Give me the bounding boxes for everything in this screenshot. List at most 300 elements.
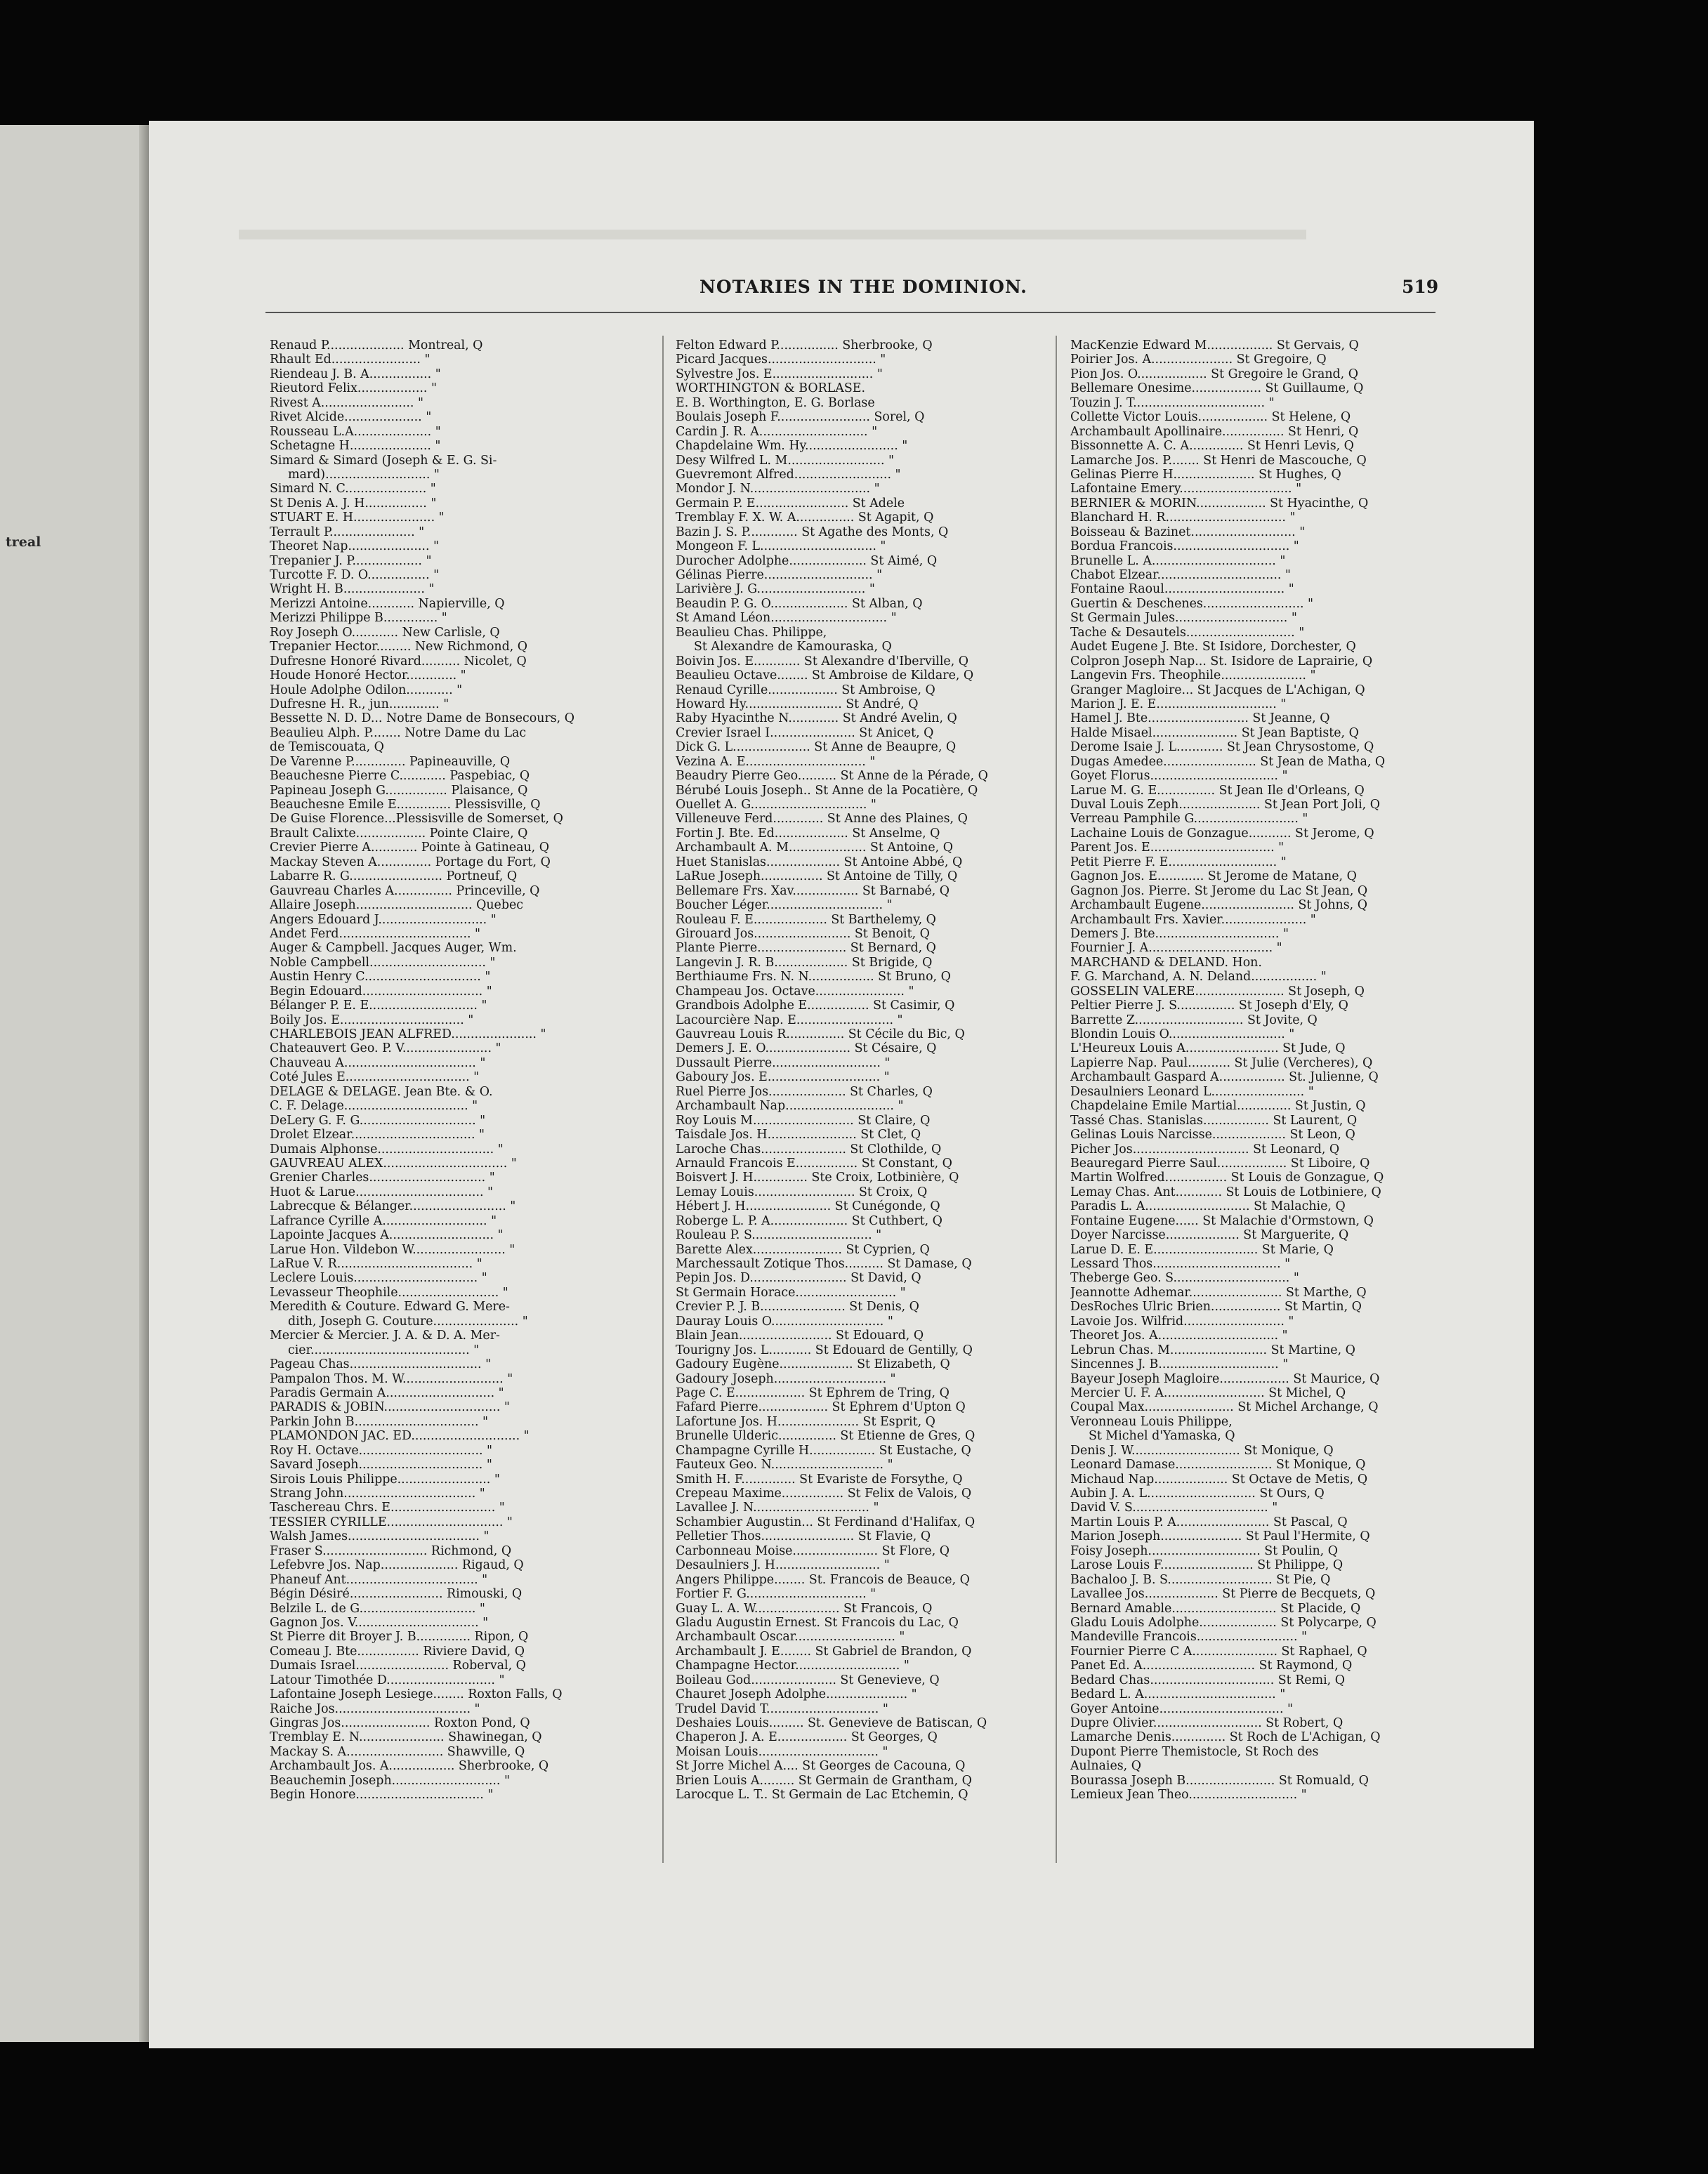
- notary-entry: LaRue Joseph................ St Antoine de Tilly, Q: [676, 869, 958, 884]
- notary-entry: Champeau Jos. Octave....................... ": [676, 984, 914, 999]
- notary-entry: Beauchemin Joseph............................ ": [270, 1773, 510, 1788]
- notary-entry: Lafontaine Emery............................. ": [1070, 482, 1302, 496]
- notary-entry: Gaboury Jos. E............................. ": [676, 1070, 890, 1085]
- notary-entry: E. B. Worthington, E. G. Borlase: [676, 395, 875, 410]
- notary-entry: Boisvert J. H.............. Ste Croix, Lotbinière, Q: [676, 1171, 959, 1185]
- notary-entry: Guevremont Alfred......................... ": [676, 467, 901, 482]
- notary-entry: Demers J. Bte................................ ": [1070, 926, 1289, 941]
- notary-entry: Theoret Nap..................... ": [270, 539, 440, 554]
- notary-entry: Bernard Amable........................... St Placide, Q: [1070, 1601, 1361, 1616]
- notary-entry: Pageau Chas.................................. ": [270, 1357, 492, 1372]
- notary-entry: Pepin Jos. D......................... St David, Q: [676, 1271, 921, 1286]
- notary-entry: Leclere Louis................................ ": [270, 1271, 487, 1286]
- notary-entry: Boileau God...................... St Genevieve, Q: [676, 1673, 940, 1687]
- notary-entry: Bélanger P. E. E............................ ": [270, 999, 487, 1013]
- notary-entry: Raiche Jos................................... ": [270, 1701, 480, 1716]
- notary-entry: Lachaine Louis de Gonzague........... St Jerome, Q: [1070, 826, 1374, 841]
- notary-entry: Larue Hon. Vildebon W........................ ": [270, 1242, 515, 1257]
- notary-entry: Huot & Larue................................. ": [270, 1185, 494, 1199]
- notary-entry: Angers Edouard J............................ ": [270, 912, 497, 927]
- notary-entry: Audet Eugene J. Bte. St Isidore, Dorchester, Q: [1070, 640, 1356, 654]
- notary-entry: Champagne Hector........................... ": [676, 1659, 909, 1673]
- notary-entry: Paradis Germain A............................ ": [270, 1385, 504, 1400]
- notary-entry: Taschereau Chrs. E........................... ": [270, 1501, 505, 1515]
- notary-entry: Auger & Campbell. Jacques Auger, Wm.: [270, 941, 517, 956]
- notary-entry: GOSSELIN VALERE....................... St Joseph, Q: [1070, 984, 1365, 999]
- notary-entry: Howard Hy......................... St André, Q: [676, 697, 919, 711]
- notary-entry: Lafortune Jos. H..................... St Esprit, Q: [676, 1414, 935, 1429]
- notary-entry: Archambault Gaspard A................. St. Julienne, Q: [1070, 1070, 1379, 1085]
- notary-entry: Rieutord Felix.................. ": [270, 381, 437, 396]
- notary-entry: Tassé Chas. Stanislas................. St Laurent, Q: [1070, 1113, 1358, 1128]
- notary-entry: Dupre Olivier............................ St Robert, Q: [1070, 1716, 1344, 1730]
- notary-entry: Terrault P...................... ": [270, 525, 425, 539]
- notary-entry: Blain Jean........................ St Edouard, Q: [676, 1329, 924, 1343]
- notary-entry: Roy Joseph O............ New Carlisle, Q: [270, 625, 500, 640]
- notary-entry: Vezina A. E............................... ": [676, 754, 876, 769]
- notary-entry: Dussault Pierre............................ ": [676, 1055, 891, 1070]
- notary-entry: Fortier F. G............................... ": [676, 1587, 876, 1602]
- notary-entry: Bellemare Onesime.................. St Guillaume, Q: [1070, 381, 1364, 396]
- notary-entry: Ruel Pierre Jos.................... St Charles, Q: [676, 1084, 933, 1099]
- notary-entry: Merizzi Antoine............ Napierville, Q: [270, 596, 505, 611]
- notary-entry: Wright H. B..................... ": [270, 582, 435, 597]
- notary-entry: Tremblay E. N...................... Shawinegan, Q: [270, 1730, 542, 1745]
- notary-entry: Lafontaine Joseph Lesiege........ Roxton Falls, Q: [270, 1687, 563, 1702]
- notary-entry: Archambault Oscar.......................... ": [676, 1630, 905, 1645]
- notary-entry: STUART E. H..................... ": [270, 510, 445, 525]
- notary-entry: Rivet Alcide.................... ": [270, 410, 432, 425]
- notary-entry: Coupal Max....................... St Michel Archange, Q: [1070, 1400, 1379, 1415]
- notary-entry: Chapdelaine Emile Martial.............. St Justin, Q: [1070, 1099, 1366, 1114]
- notary-entry: Gladu Augustin Ernest. St Francois du Lac, Q: [676, 1615, 959, 1630]
- notary-entry: Page C. E.................. St Ephrem de Tring, Q: [676, 1385, 950, 1400]
- notary-entry: DELAGE & DELAGE. Jean Bte. & O.: [270, 1084, 493, 1099]
- notary-entry: PLAMONDON JAC. ED............................ ": [270, 1429, 530, 1444]
- notary-entry: Marchessault Zotique Thos.......... St Damase, Q: [676, 1257, 972, 1271]
- notary-entry: Fournier J. A................................ ": [1070, 941, 1282, 956]
- notary-entry: Larue M. G. E............... St Jean Ile d'Orleans, Q: [1070, 783, 1365, 798]
- notary-entry: Martin Louis P. A........................ St Pascal, Q: [1070, 1515, 1348, 1529]
- notary-entry: L'Heureux Louis A........................ St Jude, Q: [1070, 1041, 1346, 1056]
- notary-entry: Gagnon Jos. V................................ ": [270, 1615, 489, 1630]
- notary-entry: Laroche Chas...................... St Clothilde, Q: [676, 1142, 942, 1157]
- notary-entry: Bayeur Joseph Magloire.................. St Maurice, Q: [1070, 1371, 1380, 1386]
- notary-entry: Derome Isaie J. L............ St Jean Chrysostome, Q: [1070, 740, 1374, 755]
- notary-entry: Lapierre Nap. Paul........... St Julie (Vercheres), Q: [1070, 1055, 1373, 1070]
- notary-entry: Mercier U. F. A.......................... St Michel, Q: [1070, 1385, 1346, 1400]
- notary-entry: St Germain Jules............................. ": [1070, 611, 1297, 626]
- notary-entry: David V. S................................... ": [1070, 1501, 1278, 1515]
- notary-entry: Deshaies Louis......... St. Genevieve de Batiscan, Q: [676, 1716, 987, 1730]
- notary-entry: Labarre R. G........................ Portneuf, Q: [270, 869, 518, 884]
- notary-entry: Gagnon Jos. Pierre. St Jerome du Lac St Jean, Q: [1070, 883, 1368, 898]
- notary-entry: Mondor J. N............................... ": [676, 482, 880, 496]
- notary-entry: Simard & Simard (Joseph & E. G. Si-: [270, 453, 497, 468]
- notary-entry: Raby Hyacinthe N............. St André Avelin, Q: [676, 711, 957, 726]
- page-title: NOTARIES IN THE DOMINION.: [699, 277, 1027, 297]
- notary-entry: C. F. Delage................................ ": [270, 1099, 478, 1114]
- notary-entry: Langevin Frs. Theophile...................... ": [1070, 668, 1316, 683]
- notary-entry: Begin Edouard............................... ": [270, 984, 492, 999]
- notary-entry: DesRoches Ulric Brien.................. St Martin, Q: [1070, 1300, 1362, 1315]
- notary-entry: Grandbois Adolphe E................ St Casimir, Q: [676, 999, 955, 1013]
- notary-entry: Gadoury Eugène................... St Elizabeth, Q: [676, 1357, 950, 1372]
- header-rule: [265, 312, 1436, 313]
- notary-entry: St Amand Léon.............................. ": [676, 611, 897, 626]
- notary-entry: Larocque L. T.. St Germain de Lac Etchemin, Q: [676, 1788, 968, 1803]
- notary-entry: Beaudin P. G. O.................... St Alban, Q: [676, 596, 923, 611]
- notary-entry: Renaud Cyrille.................. St Ambroise, Q: [676, 683, 935, 697]
- notary-entry: Guay L. A. W...................... St Francois, Q: [676, 1601, 933, 1616]
- notary-entry: Peltier Pierre J. S............... St Joseph d'Ely, Q: [1070, 999, 1348, 1013]
- listing-column-2: [676, 338, 1055, 1876]
- notary-entry: Papineau Joseph G................ Plaisance, Q: [270, 783, 528, 798]
- notary-entry: Bedard Chas................................ St Remi, Q: [1070, 1673, 1345, 1687]
- scan-top-strip: [239, 230, 1306, 239]
- notary-entry: TESSIER CYRILLE.............................. ": [270, 1515, 513, 1529]
- notary-entry: Lamarche Jos. P........ St Henri de Mascouche, Q: [1070, 453, 1367, 468]
- notary-entry: Beaulieu Octave........ St Ambroise de Kildare, Q: [676, 668, 974, 683]
- notary-entry: Plante Pierre....................... St Bernard, Q: [676, 941, 936, 956]
- notary-entry: Boulais Joseph F........................ Sorel, Q: [676, 410, 925, 425]
- notary-entry: Turcotte F. D. O................ ": [270, 568, 440, 582]
- notary-entry: Taisdale Jos. H....................... St Clet, Q: [676, 1128, 921, 1142]
- notary-entry: Renaud P.................... Montreal, Q: [270, 338, 483, 353]
- notary-entry: Panet Ed. A............................. St Raymond, Q: [1070, 1659, 1353, 1673]
- notary-entry: Dugas Amedee........................ St Jean de Matha, Q: [1070, 754, 1386, 769]
- notary-entry: Denis J. W............................ St Monique, Q: [1070, 1443, 1334, 1458]
- notary-entry: Simard N. C..................... ": [270, 482, 436, 496]
- notary-entry: Chauret Joseph Adolphe..................... ": [676, 1687, 917, 1702]
- notary-entry: Archambault Apollinaire................ St Henri, Q: [1070, 424, 1359, 439]
- notary-entry: Hamel J. Bte.......................... St Jeanne, Q: [1070, 711, 1330, 726]
- facing-page-fragment: treal: [6, 534, 41, 550]
- notary-entry: Allaire Joseph.............................. Quebec: [270, 898, 524, 913]
- notary-entry: Picard Jacques............................ ": [676, 353, 886, 367]
- notary-entry: Archambault J. E........ St Gabriel de Brandon, Q: [676, 1644, 972, 1659]
- notary-entry: Pampalon Thos. M. W.......................... ": [270, 1371, 513, 1386]
- notary-entry: Archambault Jos. A................. Sherbrooke, Q: [270, 1759, 549, 1774]
- notary-entry: Duval Louis Zeph..................... St Jean Port Joli, Q: [1070, 798, 1380, 812]
- notary-entry: St Denis A. J. H................ ": [270, 496, 437, 510]
- notary-entry: Halde Misael...................... St Jean Baptiste, Q: [1070, 725, 1359, 740]
- notary-entry: Fauteux Geo. N............................. ": [676, 1458, 893, 1473]
- notary-entry: Paradis L. A........................... St Malachie, Q: [1070, 1199, 1346, 1214]
- notary-entry: Dick G. L.................... St Anne de Beaupre, Q: [676, 740, 957, 755]
- notary-entry: WORTHINGTON & BORLASE.: [676, 381, 865, 396]
- notary-entry: Dauray Louis O............................. ": [676, 1314, 893, 1329]
- notary-entry: Begin Honore................................. ": [270, 1788, 494, 1803]
- notary-entry: Boucher Léger.............................. ": [676, 898, 893, 913]
- notary-entry: St Jorre Michel A.... St Georges de Cacouna, Q: [676, 1759, 966, 1774]
- facing-page-edge: [0, 125, 149, 2042]
- notary-entry: St Alexandre de Kamouraska, Q: [694, 640, 892, 654]
- notary-entry: Lefebvre Jos. Nap.................... Rigaud, Q: [270, 1558, 524, 1573]
- notary-entry: Marion J. E. E............................... ": [1070, 697, 1287, 711]
- notary-entry: Schetagne H..................... ": [270, 439, 441, 454]
- notary-entry: Mercier & Mercier. J. A. & D. A. Mer-: [270, 1329, 500, 1343]
- notary-entry: Mackay S. A......................... Shawville, Q: [270, 1744, 525, 1759]
- notary-entry: Poirier Jos. A..................... St Gregoire, Q: [1070, 353, 1327, 367]
- notary-entry: Moisan Louis............................... ": [676, 1744, 888, 1759]
- notary-entry: Bégin Désiré........................ Rimouski, Q: [270, 1587, 523, 1602]
- notary-entry: Aulnaies, Q: [1070, 1759, 1141, 1774]
- notary-entry: MARCHAND & DELAND. Hon.: [1070, 955, 1262, 970]
- notary-entry: Chapdelaine Wm. Hy........................ ": [676, 439, 908, 454]
- notary-entry: Roy H. Octave................................ ": [270, 1443, 493, 1458]
- notary-entry: Bessette N. D. D... Notre Dame de Bonsecours, Q: [270, 711, 574, 726]
- notary-entry: Houde Honoré Hector............. ": [270, 668, 466, 683]
- notary-entry: Lapointe Jacques A........................... ": [270, 1228, 504, 1243]
- notary-entry: Durocher Adolphe.................... St Aimé, Q: [676, 553, 938, 568]
- notary-entry: Beaulieu Alph. P........ Notre Dame du Lac: [270, 725, 527, 740]
- notary-entry: Demers J. E. O...................... St Césaire, Q: [676, 1041, 937, 1056]
- notary-entry: Boisseau & Bazinet........................... ": [1070, 525, 1306, 539]
- notary-entry: Boily Jos. E................................ ": [270, 1013, 474, 1027]
- notary-entry: Blondin Louis O.............................. ": [1070, 1027, 1295, 1041]
- notary-entry: Larivière J. G............................ ": [676, 582, 875, 597]
- notary-entry: Houle Adolphe Odilon............ ": [270, 683, 463, 697]
- notary-entry: Rouleau P. S............................... ": [676, 1228, 882, 1243]
- notary-entry: Carbonneau Moise...................... St Flore, Q: [676, 1543, 950, 1558]
- notary-entry: Bérubé Louis Joseph.. St Anne de la Pocatière, Q: [676, 783, 978, 798]
- notary-entry: Touzin J. T.................................. ": [1070, 395, 1275, 410]
- notary-entry: De Varenne P.............. Papineauville, Q: [270, 754, 511, 769]
- notary-entry: dith, Joseph G. Couture...................... ": [288, 1314, 528, 1329]
- notary-entry: Lavoie Jos. Wilfrid.......................... ": [1070, 1314, 1294, 1329]
- notary-entry: F. G. Marchand, A. N. Deland................. ": [1070, 970, 1327, 984]
- notary-entry: Larose Louis F........................ St Philippe, Q: [1070, 1558, 1344, 1573]
- notary-entry: Gauvreau Louis R............... St Cécile du Bic, Q: [676, 1027, 965, 1041]
- notary-entry: Beauchesne Emile E.............. Plessisville, Q: [270, 798, 541, 812]
- notary-entry: Angers Philippe........ St. Francois de Beauce, Q: [676, 1572, 970, 1587]
- notary-entry: Latour Timothée D............................ ": [270, 1673, 505, 1687]
- notary-entry: Phaneuf Ant.................................. ": [270, 1572, 488, 1587]
- notary-entry: Jeannotte Adhemar........................ St Marthe, Q: [1070, 1285, 1367, 1300]
- notary-entry: Beaulieu Chas. Philippe,: [676, 625, 827, 640]
- notary-entry: Boivin Jos. E............ St Alexandre d'Iberville, Q: [676, 654, 969, 668]
- notary-entry: Fortin J. Bte. Ed................... St Anselme, Q: [676, 826, 940, 841]
- notary-entry: Sylvestre Jos. E.......................... ": [676, 367, 883, 381]
- notary-entry: Lemieux Jean Theo............................ ": [1070, 1788, 1307, 1803]
- notary-entry: Beaudry Pierre Geo.......... St Anne de la Pérade, Q: [676, 769, 988, 784]
- notary-entry: Lavallee J. N.............................. ": [676, 1501, 879, 1515]
- notary-entry: Dufresne H. R., jun............. ": [270, 697, 449, 711]
- notary-entry: Gadoury Joseph............................. ": [676, 1371, 896, 1386]
- notary-entry: Villeneuve Ferd............. St Anne des Plaines, Q: [676, 812, 968, 826]
- notary-entry: Doyer Narcisse................... St Marguerite, Q: [1070, 1228, 1349, 1243]
- notary-entry: Gladu Louis Adolphe.................... St Polycarpe, Q: [1070, 1615, 1377, 1630]
- notary-entry: Chauveau A.................................. ": [270, 1055, 486, 1070]
- notary-entry: Archambault Eugene........................ St Johns, Q: [1070, 898, 1367, 913]
- notary-entry: Coté Jules E................................ ": [270, 1070, 480, 1085]
- notary-entry: MacKenzie Edward M................. St Gervais, Q: [1070, 338, 1359, 353]
- notary-entry: Archambault A. M.................... St Antoine, Q: [676, 841, 953, 855]
- notary-entry: LaRue V. R................................... ": [270, 1257, 482, 1271]
- notary-entry: Desaulniers Leonard L........................ ": [1070, 1084, 1314, 1099]
- notary-entry: Dumais Alphonse.............................. ": [270, 1142, 504, 1157]
- notary-entry: Bissonnette A. C. A.............. St Henri Levis, Q: [1070, 439, 1354, 454]
- notary-entry: Felton Edward P................ Sherbrooke, Q: [676, 338, 933, 353]
- notary-entry: Picher Jos.............................. St Leonard, Q: [1070, 1142, 1340, 1157]
- notary-entry: Sincennes J. B............................... ": [1070, 1357, 1289, 1372]
- notary-entry: Barette Alex....................... St Cyprien, Q: [676, 1242, 930, 1257]
- notary-entry: Theberge Geo. S.............................. ": [1070, 1271, 1299, 1286]
- notary-entry: Lessard Thos................................. ": [1070, 1257, 1291, 1271]
- notary-entry: BERNIER & MORIN.................. St Hyacinthe, Q: [1070, 496, 1369, 510]
- notary-entry: Hébert J. H...................... St Cunégonde, Q: [676, 1199, 940, 1214]
- notary-entry: Verreau Pamphile G........................... ": [1070, 812, 1308, 826]
- notary-entry: Lamarche Denis.............. St Roch de L'Achigan, Q: [1070, 1730, 1381, 1745]
- notary-entry: Rouleau F. E................... St Barthelemy, Q: [676, 912, 936, 927]
- notary-entry: Bellemare Frs. Xav................. St Barnabé, Q: [676, 883, 950, 898]
- notary-entry: Germain P. E........................ St Adele: [676, 496, 905, 510]
- notary-entry: Savard Joseph................................ ": [270, 1458, 492, 1473]
- notary-entry: Trepanier Hector......... New Richmond, Q: [270, 640, 528, 654]
- notary-entry: Ouellet A. G.............................. ": [676, 798, 876, 812]
- notary-entry: Goyer Antoine................................ ": [1070, 1701, 1294, 1716]
- notary-entry: Chabot Elzear................................ ": [1070, 568, 1291, 582]
- document-page: [149, 121, 1534, 2048]
- notary-entry: Mandeville Francois.......................... ": [1070, 1630, 1308, 1645]
- notary-entry: Lacourcière Nap. E......................... ": [676, 1013, 903, 1027]
- notary-entry: Parkin John B................................ ": [270, 1414, 489, 1429]
- notary-entry: Schambier Augustin... St Ferdinand d'Halifax, Q: [676, 1515, 975, 1529]
- notary-entry: Belzile L. de G.............................. ": [270, 1601, 485, 1616]
- notary-entry: Tremblay F. X. W. A............... St Agapit, Q: [676, 510, 934, 525]
- notary-entry: Strang John.................................. ": [270, 1487, 485, 1501]
- notary-entry: cier......................................... ": [288, 1343, 480, 1357]
- notary-entry: Dumais Israel........................ Roberval, Q: [270, 1659, 526, 1673]
- notary-entry: Girouard Jos......................... St Benoit, Q: [676, 926, 930, 941]
- notary-entry: Crepeau Maxime................ St Felix de Valois, Q: [676, 1487, 972, 1501]
- notary-entry: Drolet Elzear................................ ": [270, 1128, 485, 1142]
- notary-entry: Langevin J. R. B................... St Brigide, Q: [676, 955, 933, 970]
- notary-entry: Parent Jos. E................................ ": [1070, 841, 1285, 855]
- listing-column-3: [1070, 338, 1450, 1876]
- notary-entry: Barrette Z............................ St Jovite, Q: [1070, 1013, 1318, 1027]
- running-header: [149, 277, 1534, 305]
- notary-entry: GAUVREAU ALEX................................ ": [270, 1156, 517, 1171]
- notary-entry: Bazin J. S. P............. St Agathe des Monts, Q: [676, 525, 949, 539]
- notary-entry: Cardin J. R. A............................ ": [676, 424, 878, 439]
- notary-entry: Walsh James.................................. ": [270, 1529, 490, 1544]
- notary-entry: Dupont Pierre Themistocle, St Roch des: [1070, 1744, 1319, 1759]
- notary-entry: Austin Henry C.............................. ": [270, 970, 491, 984]
- notary-entry: Berthiaume Frs. N. N................. St Bruno, Q: [676, 970, 951, 984]
- notary-entry: Huet Stanislas................... St Antoine Abbé, Q: [676, 855, 963, 869]
- notary-entry: Fafard Pierre.................. St Ephrem d'Upton Q: [676, 1400, 966, 1415]
- notary-entry: Lebrun Chas. M......................... St Martine, Q: [1070, 1343, 1355, 1357]
- notary-entry: Guertin & Deschenes.......................... ": [1070, 596, 1314, 611]
- notary-entry: Rivest A........................ ": [270, 395, 423, 410]
- notary-entry: Grenier Charles.............................. ": [270, 1171, 495, 1185]
- notary-entry: Mongeon F. L.............................. ": [676, 539, 886, 554]
- notary-entry: Chaperon J. A. E.................. St Georges, Q: [676, 1730, 938, 1745]
- notary-entry: Arnauld Francois E................ St Constant, Q: [676, 1156, 952, 1171]
- notary-entry: Brien Louis A......... St Germain de Grantham, Q: [676, 1773, 972, 1788]
- notary-entry: Marion Joseph..................... St Paul l'Hermite, Q: [1070, 1529, 1370, 1544]
- notary-entry: Brunelle L. A................................ ": [1070, 553, 1286, 568]
- column-divider: [1056, 336, 1057, 1863]
- notary-entry: DeLery G. F. G.............................. ": [270, 1113, 486, 1128]
- notary-entry: Colpron Joseph Nap... St. Isidore de Laprairie, Q: [1070, 654, 1373, 668]
- notary-entry: Larue D. E. E........................... St Marie, Q: [1070, 1242, 1334, 1257]
- notary-entry: Trudel David T............................. ": [676, 1701, 888, 1716]
- notary-entry: Collette Victor Louis.................. St Helene, Q: [1070, 410, 1351, 425]
- notary-entry: Labrecque & Bélanger......................... ": [270, 1199, 516, 1214]
- notary-entry: St Pierre dit Broyer J. B.............. Ripon, Q: [270, 1630, 529, 1645]
- notary-entry: Pion Jos. O.................. St Gregoire le Grand, Q: [1070, 367, 1358, 381]
- notary-entry: CHARLEBOIS JEAN ALFRED...................... ": [270, 1027, 546, 1041]
- notary-entry: Rousseau L.A.................... ": [270, 424, 441, 439]
- notary-entry: Lemay Louis.......................... St Croix, Q: [676, 1185, 928, 1199]
- notary-entry: mard)........................... ": [288, 467, 440, 482]
- notary-entry: Merizzi Philippe B.............. ": [270, 611, 447, 626]
- notary-entry: Crevier Pierre A............ Pointe à Gatineau, Q: [270, 841, 549, 855]
- notary-entry: Granger Magloire... St Jacques de L'Achigan, Q: [1070, 683, 1365, 697]
- column-divider: [662, 336, 664, 1863]
- notary-entry: Riendeau J. B. A................ ": [270, 367, 441, 381]
- notary-entry: Gagnon Jos. E............ St Jerome de Matane, Q: [1070, 869, 1357, 884]
- notary-entry: Goyet Florus................................. ": [1070, 769, 1288, 784]
- page-number: 519: [1402, 277, 1439, 297]
- notary-entry: Gingras Jos....................... Roxton Pond, Q: [270, 1716, 530, 1730]
- notary-entry: Sirois Louis Philippe........................ ": [270, 1472, 500, 1487]
- notary-entry: Champagne Cyrille H................. St Eustache, Q: [676, 1443, 971, 1458]
- notary-entry: St Michel d'Yamaska, Q: [1089, 1429, 1235, 1444]
- notary-entry: Fournier Pierre C A...................... St Raphael, Q: [1070, 1644, 1367, 1659]
- notary-entry: Gélinas Pierre............................ ": [676, 568, 883, 582]
- notary-entry: Foisy Joseph............................. St Poulin, Q: [1070, 1543, 1338, 1558]
- notary-entry: Beauchesne Pierre C............ Paspebiac, Q: [270, 769, 530, 784]
- notary-entry: Gelinas Pierre H..................... St Hughes, Q: [1070, 467, 1341, 482]
- notary-entry: Andet Ferd.................................. ": [270, 926, 481, 941]
- notary-entry: St Germain Horace.......................... ": [676, 1285, 906, 1300]
- notary-entry: Meredith & Couture. Edward G. Mere-: [270, 1300, 510, 1315]
- notary-entry: Crevier P. J. B...................... St Denis, Q: [676, 1300, 919, 1315]
- listing-column-1: [270, 338, 649, 1876]
- notary-entry: Lemay Chas. Ant............ St Louis de Lotbiniere, Q: [1070, 1185, 1381, 1199]
- notary-entry: Brunelle Ulderic............... St Etienne de Gres, Q: [676, 1429, 975, 1444]
- notary-entry: Bordua Francois.............................. ": [1070, 539, 1299, 554]
- notary-entry: Desaulniers J. H........................... ": [676, 1558, 890, 1573]
- notary-entry: Rhault Ed....................... ": [270, 353, 431, 367]
- notary-entry: Gauvreau Charles A............... Princeville, Q: [270, 883, 540, 898]
- notary-entry: Bourassa Joseph B....................... St Romuald, Q: [1070, 1773, 1369, 1788]
- notary-entry: Roy Louis M.......................... St Claire, Q: [676, 1113, 931, 1128]
- notary-entry: Martin Wolfred................ St Louis de Gonzague, Q: [1070, 1171, 1384, 1185]
- notary-entry: Archambault Nap............................ ": [676, 1099, 904, 1114]
- notary-entry: Noble Campbell.............................. ": [270, 955, 496, 970]
- notary-entry: Bachaloo J. B. S........................... St Pie, Q: [1070, 1572, 1331, 1587]
- notary-entry: Lafrance Cyrille A........................... ": [270, 1213, 497, 1228]
- notary-entry: Chateauvert Geo. P. V....................... ": [270, 1041, 501, 1056]
- notary-entry: Levasseur Theophile.......................... ": [270, 1285, 508, 1300]
- notary-entry: Beauregard Pierre Saul.................. St Liboire, Q: [1070, 1156, 1370, 1171]
- notary-entry: Theoret Jos. A............................... ": [1070, 1329, 1288, 1343]
- notary-entry: Gelinas Louis Narcisse................... St Leon, Q: [1070, 1128, 1355, 1142]
- notary-entry: Desy Wilfred L. M......................... ": [676, 453, 895, 468]
- notary-entry: de Temiscouata, Q: [270, 740, 384, 755]
- notary-entry: Fontaine Eugene...... St Malachie d'Ormstown, Q: [1070, 1213, 1374, 1228]
- notary-entry: Smith H. F.............. St Evariste de Forsythe, Q: [676, 1472, 963, 1487]
- binding-shadow: [139, 125, 149, 2042]
- notary-entry: Mackay Steven A.............. Portage du Fort, Q: [270, 855, 551, 869]
- notary-entry: Lavallee Jos................... St Pierre de Becquets, Q: [1070, 1587, 1376, 1602]
- notary-entry: Aubin J. A. L............................ St Ours, Q: [1070, 1487, 1325, 1501]
